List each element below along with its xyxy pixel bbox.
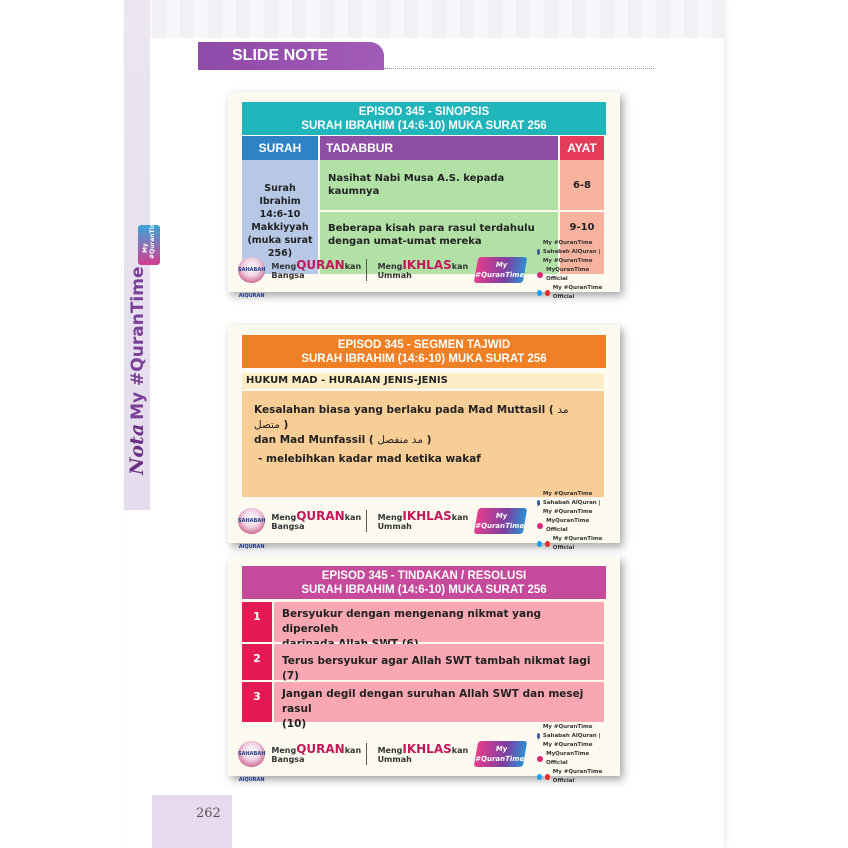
tajwid-content: Kesalahan biasa yang berlaku pada Mad Muttasil ( مد متصل ) dan Mad Munfassil ( مد منفصل ) - melebihkan kadar mad ketika wakaf	[242, 391, 604, 497]
resolusi-item	[242, 602, 604, 642]
top-ornament-pattern	[124, 0, 724, 38]
social-links: My #QuranTime Sahabah AlQuran | My #QuranTime MyQuranTime Official My #QuranTime Official	[537, 239, 610, 302]
tadabbur-cell: Beberapa kisah para rasul terdahulu dengan umat-umat mereka	[320, 212, 558, 274]
facebook-icon	[537, 249, 540, 255]
sahabah-badge: SAHABAH AlQURAN	[238, 257, 265, 283]
sinopsis-footer	[228, 239, 620, 300]
brand-label: My #QuranTime	[128, 266, 148, 420]
sahabah-badge: SAHABAH AlQURAN	[238, 508, 265, 534]
surah-cell: Surah Ibrahim 14:6-10 Makkiyyah (muka surat 256)	[242, 160, 318, 274]
resolusi-item	[242, 682, 604, 730]
tajwid-subheading: HUKUM MAD - HURAIAN JENIS-JENIS	[242, 373, 604, 389]
ayat-cell: 6-8	[560, 160, 604, 212]
resolusi-number: 2	[242, 644, 272, 680]
page-number: 262	[196, 806, 221, 821]
mengqurankan-label: MengQURANkan Bangsa	[271, 741, 362, 764]
resolusi-footer	[228, 723, 620, 784]
resolusi-item	[242, 644, 604, 680]
mengqurankan-label: MengQURANkan Bangsa	[271, 257, 362, 280]
instagram-icon	[537, 523, 543, 529]
tajwid-card	[228, 325, 620, 551]
myqurantime-logo: My #QuranTime	[474, 508, 528, 534]
sinopsis-title: EPISOD 345 - SINOPSIS SURAH IBRAHIM (14:6-10) MUKA SURAT 256	[242, 102, 606, 135]
myqurantime-logo: My #QuranTime	[474, 257, 528, 283]
resolusi-text: Jangan degil dengan suruhan Allah SWT dan mesej rasul (10)	[272, 682, 604, 722]
resolusi-number: 3	[242, 682, 272, 722]
mengqurankan-label: MengQURANkan Bangsa	[271, 508, 362, 531]
facebook-icon	[537, 733, 540, 739]
tadabbur-cell: Nasihat Nabi Musa A.S. kepada kaumnya	[320, 160, 558, 212]
col-surah: SURAH	[242, 136, 318, 160]
header-dotted-line	[384, 68, 654, 69]
youtube-icon	[545, 541, 550, 547]
side-brand-logo: My #QuranTime	[138, 225, 160, 265]
instagram-icon	[537, 756, 543, 762]
mengikhlaskan-label: MengIKHLASkan Ummah	[377, 508, 469, 531]
youtube-icon	[545, 290, 550, 296]
ayat-cell: 9-10	[560, 212, 604, 274]
tajwid-bullet: - melebihkan kadar mad ketika wakaf	[258, 453, 481, 465]
mengikhlaskan-label: MengIKHLASkan Ummah	[377, 741, 469, 764]
twitter-icon	[537, 290, 542, 296]
social-links: My #QuranTime Sahabah AlQuran | My #QuranTime MyQuranTime Official My #QuranTime Official	[537, 490, 610, 553]
twitter-icon	[537, 541, 542, 547]
resolusi-title: EPISOD 345 - TINDAKAN / RESOLUSI SURAH IBRAHIM (14:6-10) MUKA SURAT 256	[242, 566, 606, 599]
side-brand	[124, 215, 168, 515]
instagram-icon	[537, 272, 543, 278]
col-ayat: AYAT	[558, 136, 604, 160]
mengikhlaskan-label: MengIKHLASkan Ummah	[377, 257, 469, 280]
sahabah-badge: SAHABAH AlQURAN	[238, 741, 265, 767]
resolusi-card	[228, 556, 620, 784]
col-tadabbur: TADABBUR	[318, 136, 558, 160]
resolusi-text: Bersyukur dengan mengenang nikmat yang diperoleh	[272, 602, 604, 642]
resolusi-list	[242, 602, 604, 730]
side-brand-text	[126, 267, 148, 475]
tajwid-footer	[228, 490, 620, 551]
sinopsis-table-header	[242, 136, 604, 160]
twitter-icon	[537, 774, 542, 780]
tajwid-title: EPISOD 345 - SEGMEN TAJWID SURAH IBRAHIM (14:6-10) MUKA SURAT 256	[242, 335, 606, 368]
resolusi-number: 1	[242, 602, 272, 642]
slide-note-header: SLIDE NOTE	[198, 42, 384, 70]
social-links: My #QuranTime Sahabah AlQuran | My #QuranTime MyQuranTime Official My #QuranTime Official	[537, 723, 610, 786]
resolusi-text: Terus bersyukur agar Allah SWT tambah nikmat lagi (7)	[272, 644, 604, 680]
page-number-box	[152, 795, 232, 848]
facebook-icon	[537, 500, 540, 506]
myqurantime-logo: My #QuranTime	[474, 741, 528, 767]
youtube-icon	[545, 774, 550, 780]
nota-label: Nota	[126, 423, 148, 475]
